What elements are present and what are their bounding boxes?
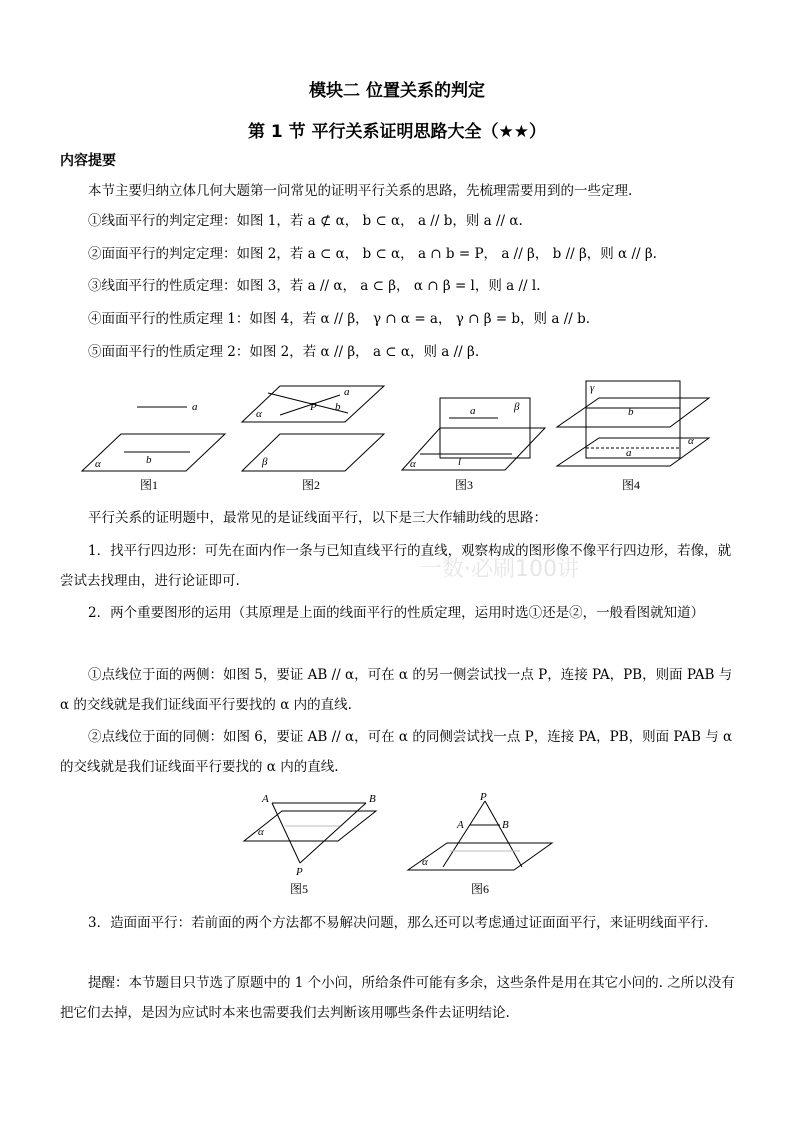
fig1-caption: 图1 [140,478,159,492]
intro-paragraph: 本节主要归纳立体几何大题第一问常见的证明平行关系的思路，先梳理需要用到的一些定理. [88,183,633,199]
method-2-case-2: ②点线位于面的同侧：如图 6，要证 AB // α，可在 α 的同侧尝试找一点 P，连接 PA，PB，则面 PAB 与 α 的交线就是我们证线面平行要找的 α 内的直线. [60,729,733,775]
fig1-label-a: a [192,401,198,413]
fig4-caption: 图4 [622,478,641,492]
theorem-4: ④面面平行的性质定理 1：如图 4，若 α // β， γ ∩ α = a， γ ∩ β = b，则 a // b. [88,311,591,327]
method-3: 3．造面面平行：若前面的两个方法都不易解决问题，那么还可以考虑通过证面面平行，来证明线面平行. [88,915,709,931]
module-title: 模块二 位置关系的判定 [309,81,485,101]
method-1: 1．找平行四边形：可先在面内作一条与已知直线平行的直线，观察构成的图形像不像平行四边形，若像，就尝试去找理由，进行论证即可. [60,543,732,589]
fig6-label-b: B [502,819,509,831]
fig3-label-beta: β [514,401,520,413]
reminder: 提醒：本节题目只节选了原题中的 1 个小问，所给条件可能有多余，这些条件是用在其它小问的. 之所以没有把它们去掉，是因为应试时本来也需要我们去判断该用哪些条件去证明结论. [60,975,735,1021]
figures-top [0,370,794,495]
fig2-label-p: P [310,401,317,413]
fig2-label-beta: α [256,408,262,420]
fig3-caption: 图3 [455,478,474,492]
fig5-caption: 图5 [290,882,309,896]
fig2-label-alpha: β [262,456,268,468]
fig2-label-a: a [344,386,350,398]
fig3-label-alpha: α [410,458,416,470]
fig4-label-b: b [628,406,634,418]
fig5-line-pb [300,803,366,863]
fig6-line-pb [485,801,522,867]
fig5-label-alpha: α [258,826,264,838]
fig3-plane-alpha [402,428,545,470]
fig5-label-a: A [262,793,269,805]
figures-mid [0,785,794,885]
fig6-plane [408,843,552,870]
fig4-plane-gamma [586,381,680,458]
fig6-caption: 图6 [471,882,490,896]
method-2: 2．两个重要图形的运用（其原理是上面的线面平行的性质定理，运用时选①还是②，一般看图就知道） [88,605,705,621]
fig3-label-l: l [458,456,462,468]
fig5-label-p: P [296,866,303,878]
content-heading: 内容提要 [60,153,116,169]
section-title: 第 1 节 平行关系证明思路大全（★★） [247,122,547,142]
fig6-label-p: P [480,791,487,803]
fig2-caption: 图2 [302,478,321,492]
theorem-1: ①线面平行的判定定理：如图 1，若 a ⊄ α， b ⊂ α， a // b，则 a // α. [88,213,523,229]
fig4-label-alpha: α [688,435,694,447]
watermark: 一数·必刷100讲 [420,557,579,582]
fig4-label-gamma: γ [590,382,595,394]
fig5-line-pa [272,803,300,863]
fig6-line-pa [443,801,485,867]
fig4-label-a: a [626,447,632,459]
theorem-2: ②面面平行的判定定理：如图 2，若 a ⊂ α， b ⊂ α， a ∩ b = P， a // β， b // β，则 α // β. [88,246,657,262]
theorem-5: ⑤面面平行的性质定理 2：如图 2，若 α // β， a ⊂ α，则 a // β. [88,344,480,360]
fig3-label-a: a [470,405,476,417]
fig2-label-b: b [335,401,341,413]
fig5-label-b: B [369,793,376,805]
fig4-plane-alpha [557,438,709,466]
fig1-label-alpha: α [95,458,101,470]
fig6-label-alpha: α [422,856,428,868]
fig6-label-a: A [457,819,464,831]
theorem-3: ③线面平行的性质定理：如图 3，若 a // α， a ⊂ β， α ∩ β = l，则 a // l. [88,278,541,294]
fig1-label-b: b [146,454,152,466]
aux-line-intro: 平行关系的证明题中，最常见的是证线面平行，以下是三大作辅助线的思路： [88,510,547,526]
method-2-case-1: ①点线位于面的两侧：如图 5，要证 AB // α，可在 α 的另一侧尝试找一点 P，连接 PA，PB，则面 PAB 与 α 的交线就是我们证线面平行要找的 α 内的直线. [60,667,733,713]
